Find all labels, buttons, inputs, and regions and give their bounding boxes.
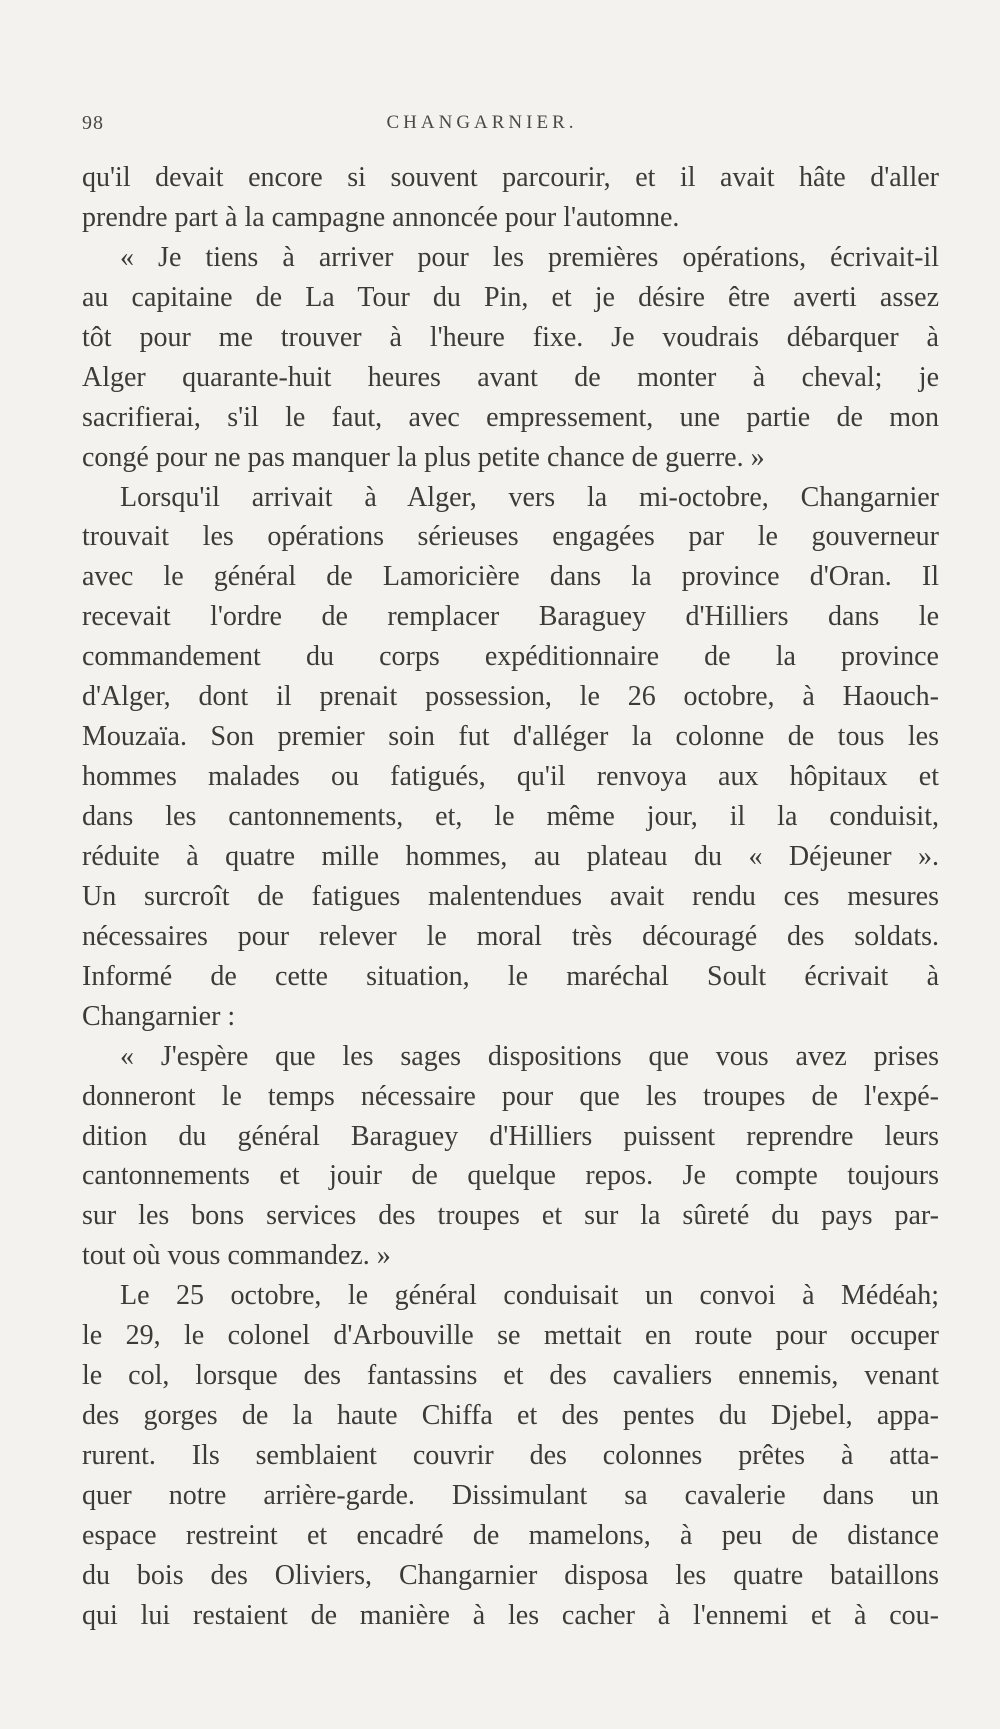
text-line: « Je tiens à arriver pour les premières opérations, écrivait-il (120, 241, 939, 273)
page-number: 98 (82, 112, 104, 134)
running-head (82, 112, 942, 142)
text-line: le 29, le colonel d'Arbouville se mettait en route pour occuper (82, 1320, 939, 1352)
text-line: nécessaires pour relever le moral très découragé des soldats. (82, 920, 939, 952)
text-line: des gorges de la haute Chiffa et des pentes du Djebel, appa- (82, 1400, 939, 1432)
text-line: au capitaine de La Tour du Pin, et je désire être averti assez (82, 281, 939, 313)
text-line: Un surcroît de fatigues malentendues avait rendu ces mesures (82, 880, 939, 912)
running-title: CHANGARNIER. (386, 112, 578, 133)
text-line: congé pour ne pas manquer la plus petite chance de guerre. » (82, 441, 765, 473)
text-line: avec le général de Lamoricière dans la province d'Oran. Il (82, 561, 939, 593)
text-line: tôt pour me trouver à l'heure fixe. Je voudrais débarquer à (82, 321, 939, 353)
text-line: qui lui restaient de manière à les cacher à l'ennemi et à cou- (82, 1599, 939, 1631)
text-line: espace restreint et encadré de mamelons, à peu de distance (82, 1519, 939, 1551)
text-line: réduite à quatre mille hommes, au plateau du « Déjeuner ». (82, 840, 939, 872)
text-line: trouvait les opérations sérieuses engagées par le gouverneur (82, 521, 939, 553)
text-line: rurent. Ils semblaient couvrir des colonnes prêtes à atta- (82, 1440, 939, 1471)
text-line: Mouzaïa. Son premier soin fut d'alléger la colonne de tous les (82, 721, 939, 753)
text-line: tout où vous commandez. » (82, 1240, 391, 1272)
text-line: Changarnier : (82, 1000, 236, 1032)
text-line: sacrifierai, s'il le faut, avec empressement, une partie de mon (82, 401, 939, 433)
text-line: donneront le temps nécessaire pour que les troupes de l'expé- (82, 1080, 939, 1112)
text-line: hommes malades ou fatigués, qu'il renvoya aux hôpitaux et (82, 761, 939, 793)
body-text (82, 158, 939, 1636)
text-line: Le 25 octobre, le général conduisait un convoi à Médéah; (120, 1280, 939, 1312)
text-line: dition du général Baraguey d'Hilliers puissent reprendre leurs (82, 1120, 939, 1152)
text-line: du bois des Oliviers, Changarnier disposa les quatre bataillons (82, 1559, 939, 1591)
text-line: recevait l'ordre de remplacer Baraguey d'Hilliers dans le (82, 601, 939, 633)
text-line: sur les bons services des troupes et sur la sûreté du pays par- (82, 1200, 939, 1232)
text-line: « J'espère que les sages dispositions que vous avez prises (120, 1040, 939, 1072)
text-line: cantonnements et jouir de quelque repos. Je compte toujours (82, 1160, 939, 1192)
text-line: Informé de cette situation, le maréchal Soult écrivait à (82, 960, 939, 992)
text-line: commandement du corps expéditionnaire de la province (82, 641, 939, 673)
text-line: Lorsqu'il arrivait à Alger, vers la mi-octobre, Changarnier (120, 481, 939, 513)
text-line: quer notre arrière-garde. Dissimulant sa cavalerie dans un (82, 1479, 939, 1511)
text-line: qu'il devait encore si souvent parcourir, et il avait hâte d'aller (82, 162, 939, 193)
text-line: Alger quarante-huit heures avant de monter à cheval; je (82, 361, 939, 393)
text-line: le col, lorsque des fantassins et des cavaliers ennemis, venant (82, 1360, 939, 1392)
text-line: prendre part à la campagne annoncée pour l'automne. (82, 201, 680, 233)
text-line: dans les cantonnements, et, le même jour, il la conduisit, (82, 801, 939, 832)
text-line: d'Alger, dont il prenait possession, le 26 octobre, à Haouch- (82, 681, 939, 713)
